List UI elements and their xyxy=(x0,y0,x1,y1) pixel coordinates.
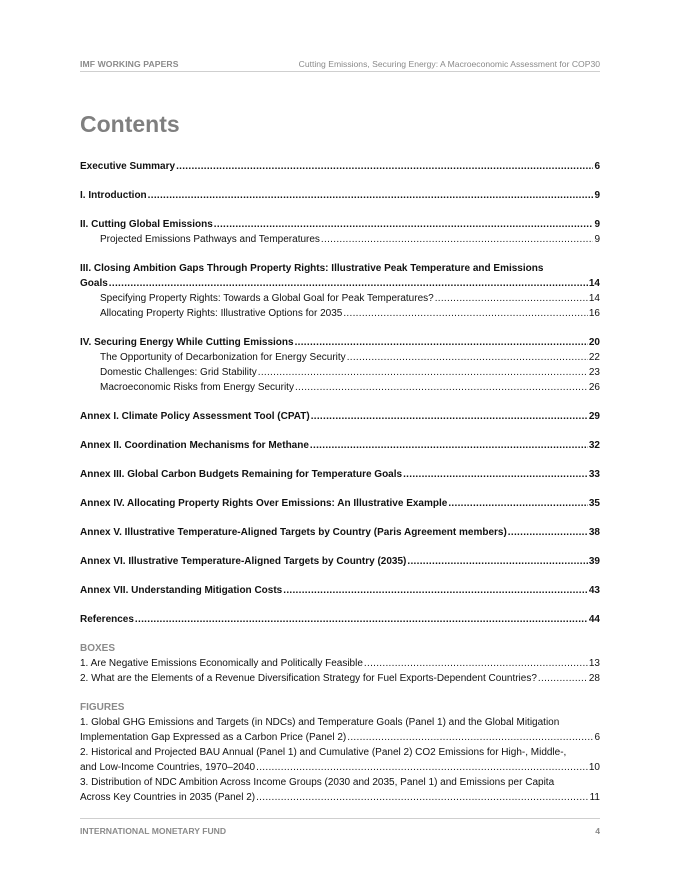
toc-entry-annex-7[interactable]: Annex VII. Understanding Mitigation Costs ..... 43 xyxy=(80,583,600,598)
toc-entry-annex-1[interactable]: Annex I. Climate Policy Assessment Tool (CPAT) ..... 29 xyxy=(80,409,600,424)
figure-entry-1[interactable]: Implementation Gap Expressed as a Carbon Price (Panel 2) ..... 6 xyxy=(80,730,600,745)
toc-entry-introduction[interactable]: I. Introduction ..... 9 xyxy=(80,188,600,203)
toc-entry-macro-risks[interactable]: Macroeconomic Risks from Energy Security ..... 26 xyxy=(80,380,600,395)
figure-entry-2-line1[interactable]: 2. Historical and Projected BAU Annual (Panel 1) and Cumulative (Panel 2) CO2 Emissions for High-, Middle-, xyxy=(80,747,567,758)
toc-entry-specifying-rights[interactable]: Specifying Property Rights: Towards a Global Goal for Peak Temperatures? ..... 14 xyxy=(80,291,600,306)
header-title: Cutting Emissions, Securing Energy: A Macroeconomic Assessment for COP30 xyxy=(298,59,600,69)
figure-entry-2[interactable]: and Low-Income Countries, 1970–2040 ..... 10 xyxy=(80,760,600,775)
toc-entry-annex-2[interactable]: Annex II. Coordination Mechanisms for Methane ..... 32 xyxy=(80,438,600,453)
figure-entry-3[interactable]: Across Key Countries in 2035 (Panel 2) ..... 11 xyxy=(80,790,600,805)
footer-org: INTERNATIONAL MONETARY FUND xyxy=(80,826,227,836)
header-divider xyxy=(80,71,600,72)
footer-divider xyxy=(80,818,600,819)
toc-entry-cutting-emissions[interactable]: II. Cutting Global Emissions ..... 9 xyxy=(80,217,600,232)
toc-entry-annex-5[interactable]: Annex V. Illustrative Temperature-Aligned Targets by Country (Paris Agreement members) ..... 38 xyxy=(80,525,600,540)
figure-entry-1-line1[interactable]: 1. Global GHG Emissions and Targets (in NDCs) and Temperature Goals (Panel 1) and the Global Mitigation xyxy=(80,717,560,728)
toc-entry-opportunity-decarbonization[interactable]: The Opportunity of Decarbonization for Energy Security ..... 22 xyxy=(80,350,600,365)
page-number: 4 xyxy=(595,826,600,836)
box-entry-1[interactable]: 1. Are Negative Emissions Economically and Politically Feasible ..... 13 xyxy=(80,656,600,671)
toc-entry-projected-pathways[interactable]: Projected Emissions Pathways and Temperatures ..... 9 xyxy=(80,232,600,247)
toc-entry-closing-gaps[interactable]: Goals ..... 14 xyxy=(80,276,600,291)
toc-entry-executive-summary[interactable]: Executive Summary ..... 6 xyxy=(80,159,600,174)
toc-entry-grid-stability[interactable]: Domestic Challenges: Grid Stability ..... 23 xyxy=(80,365,600,380)
toc-entry-annex-4[interactable]: Annex IV. Allocating Property Rights Over Emissions: An Illustrative Example ..... 35 xyxy=(80,496,600,511)
table-of-contents xyxy=(80,159,600,805)
page-footer xyxy=(80,824,600,838)
figure-entry-3-line1[interactable]: 3. Distribution of NDC Ambition Across Income Groups (2030 and 2035, Panel 1) and Emissions per Capita xyxy=(80,777,555,788)
toc-entry-annex-6[interactable]: Annex VI. Illustrative Temperature-Aligned Targets by Country (2035) ..... 39 xyxy=(80,554,600,569)
page-title: Contents xyxy=(80,111,180,137)
header-org: IMF WORKING PAPERS xyxy=(80,59,179,69)
boxes-heading: BOXES xyxy=(80,643,116,654)
toc-entry-annex-3[interactable]: Annex III. Global Carbon Budgets Remaining for Temperature Goals ..... 33 xyxy=(80,467,600,482)
figures-heading: FIGURES xyxy=(80,702,125,713)
page-header xyxy=(80,56,600,72)
toc-entry-closing-gaps-line1[interactable]: III. Closing Ambition Gaps Through Property Rights: Illustrative Peak Temperature and Emissions xyxy=(80,263,544,274)
toc-entry-references[interactable]: References ..... 44 xyxy=(80,612,600,627)
toc-entry-securing-energy[interactable]: IV. Securing Energy While Cutting Emissions ..... 20 xyxy=(80,335,600,350)
box-entry-2[interactable]: 2. What are the Elements of a Revenue Diversification Strategy for Fuel Exports-Dependent Countries? ..... 28 xyxy=(80,671,600,686)
toc-entry-allocating-rights[interactable]: Allocating Property Rights: Illustrative Options for 2035 ..... 16 xyxy=(80,306,600,321)
